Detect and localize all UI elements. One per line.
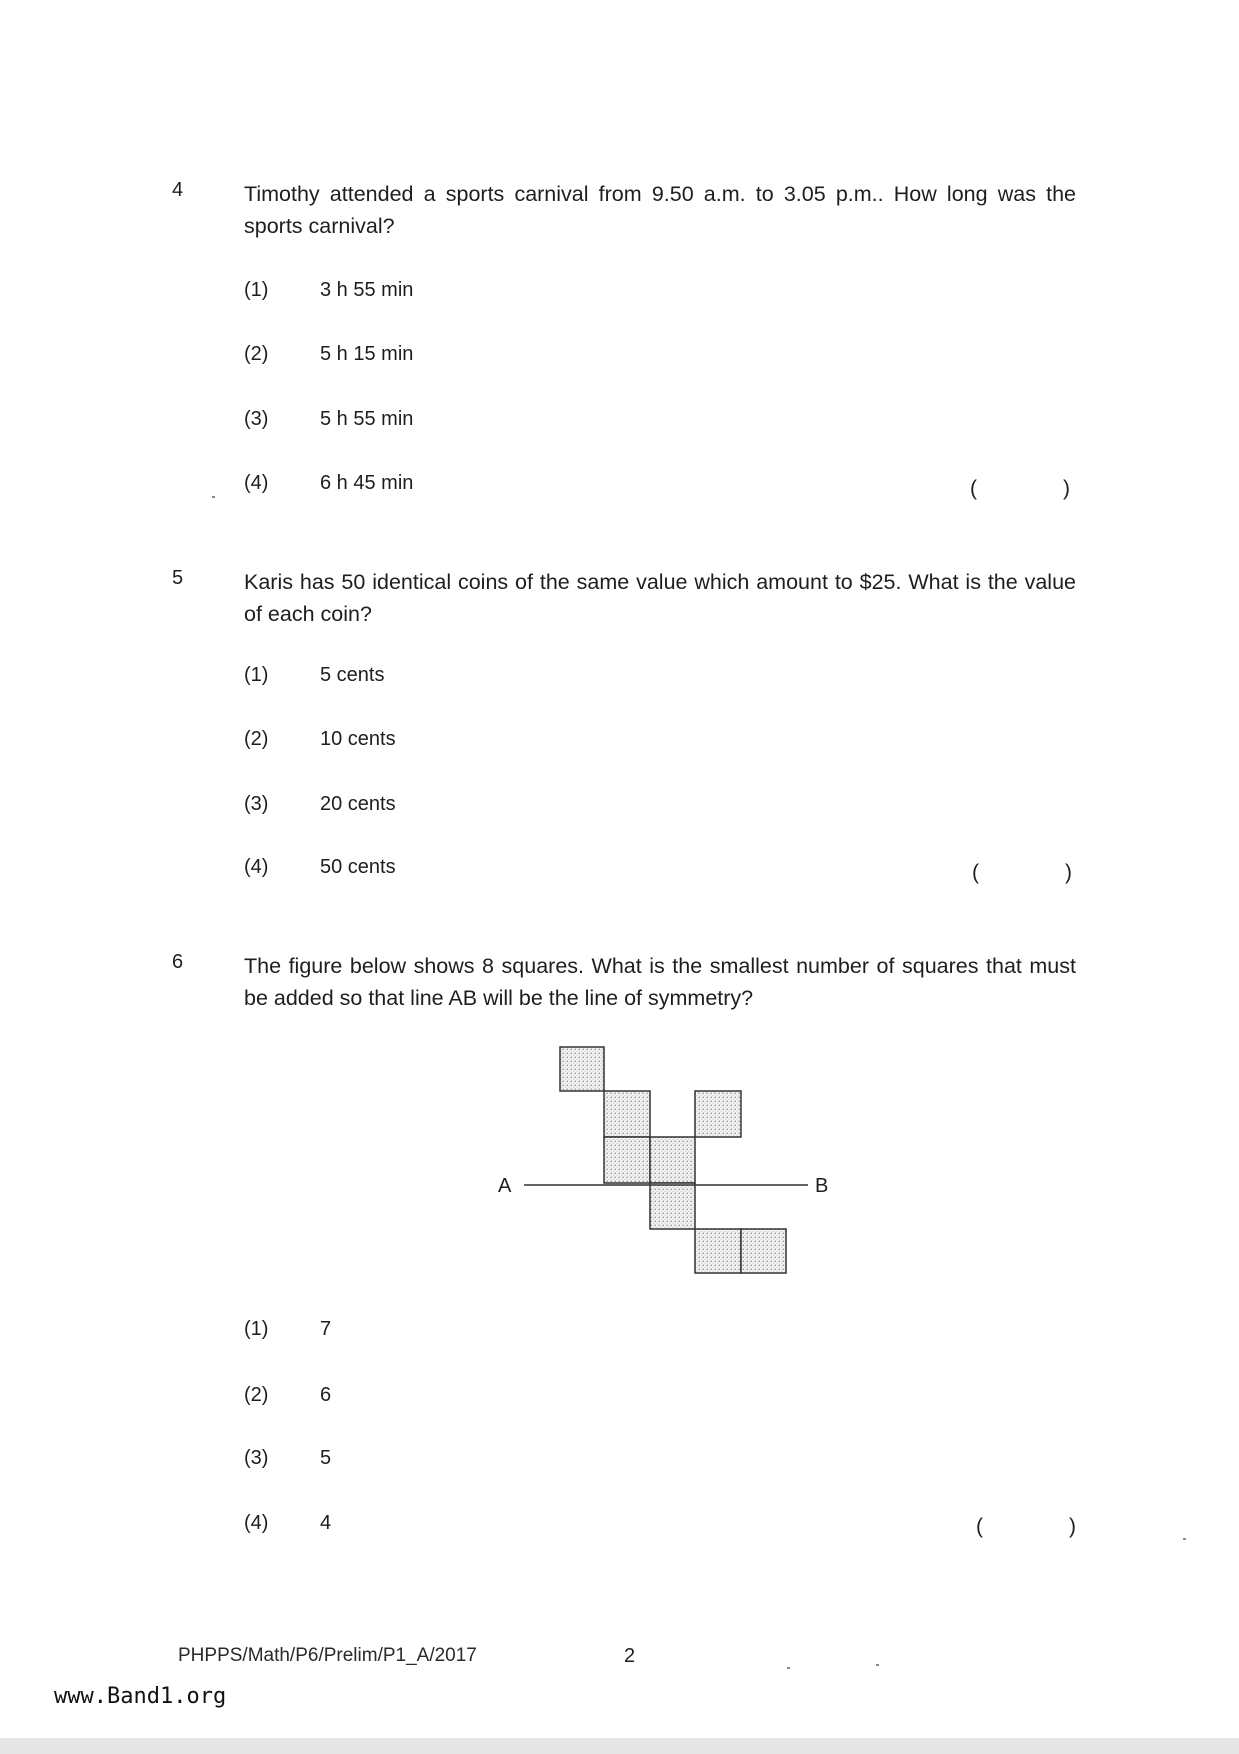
shaded-square [695, 1091, 741, 1137]
answer-box[interactable] [972, 861, 1072, 887]
point-b-label: B [815, 1175, 829, 1197]
watermark: www.Band1.org [54, 1684, 227, 1709]
option-text: 5 h 15 min [320, 343, 414, 365]
question-number: 5 [172, 567, 184, 589]
page-number: 2 [624, 1645, 636, 1667]
option-text: 5 [320, 1447, 332, 1469]
option-number: (2) [244, 1384, 269, 1406]
answer-open-paren: ( [972, 861, 979, 884]
footer-paper-code: PHPPS/Math/P6/Prelim/P1_A/2017 [178, 1645, 477, 1666]
option-text: 7 [320, 1318, 332, 1340]
question-number: 6 [172, 951, 184, 973]
option-text: 4 [320, 1512, 332, 1534]
shaded-square [650, 1183, 695, 1229]
option-text: 50 cents [320, 856, 396, 878]
option-number: (1) [244, 279, 269, 301]
answer-close-paren: ) [1063, 477, 1070, 500]
shaded-square [604, 1091, 650, 1137]
option-text: 10 cents [320, 728, 396, 750]
question-text: The figure below shows 8 squares. What is the smallest number of squares that must be added so that line AB will be the line of symmetry? [244, 954, 1076, 1010]
option-text: 20 cents [320, 793, 396, 815]
answer-close-paren: ) [1065, 861, 1072, 884]
answer-open-paren: ( [970, 477, 977, 500]
option-number: (1) [244, 1318, 269, 1340]
option-number: (3) [244, 408, 269, 430]
option-number: (3) [244, 793, 269, 815]
option-text: 5 h 55 min [320, 408, 414, 430]
option-number: (4) [244, 1512, 269, 1534]
shaded-square [560, 1047, 604, 1091]
option-text: 6 [320, 1384, 332, 1406]
option-text: 6 h 45 min [320, 472, 414, 494]
option-number: (1) [244, 664, 269, 686]
answer-box[interactable] [970, 477, 1070, 503]
option-number: (2) [244, 343, 269, 365]
question-text: Karis has 50 identical coins of the same value which amount to $25. What is the value of each coin? [244, 570, 1076, 626]
scan-speck [787, 1667, 790, 1669]
symmetry-figure [490, 1040, 840, 1280]
option-number: (3) [244, 1447, 269, 1469]
shaded-square [650, 1137, 695, 1183]
option-number: (4) [244, 472, 269, 494]
option-text: 5 cents [320, 664, 385, 686]
option-number: (2) [244, 728, 269, 750]
scan-speck [1183, 1538, 1186, 1540]
scan-speck [212, 496, 215, 498]
shaded-square [741, 1229, 786, 1273]
shaded-square [695, 1229, 741, 1273]
answer-close-paren: ) [1069, 1515, 1076, 1538]
question-text: Timothy attended a sports carnival from 9.50 a.m. to 3.05 p.m.. How long was the sports carnival? [244, 182, 1076, 238]
answer-open-paren: ( [976, 1515, 983, 1538]
point-a-label: A [498, 1175, 512, 1197]
option-text: 3 h 55 min [320, 279, 414, 301]
scan-speck [876, 1664, 879, 1666]
scan-edge [0, 1738, 1239, 1754]
answer-box[interactable] [976, 1515, 1076, 1541]
option-number: (4) [244, 856, 269, 878]
shaded-square [604, 1137, 650, 1183]
question-number: 4 [172, 179, 184, 201]
